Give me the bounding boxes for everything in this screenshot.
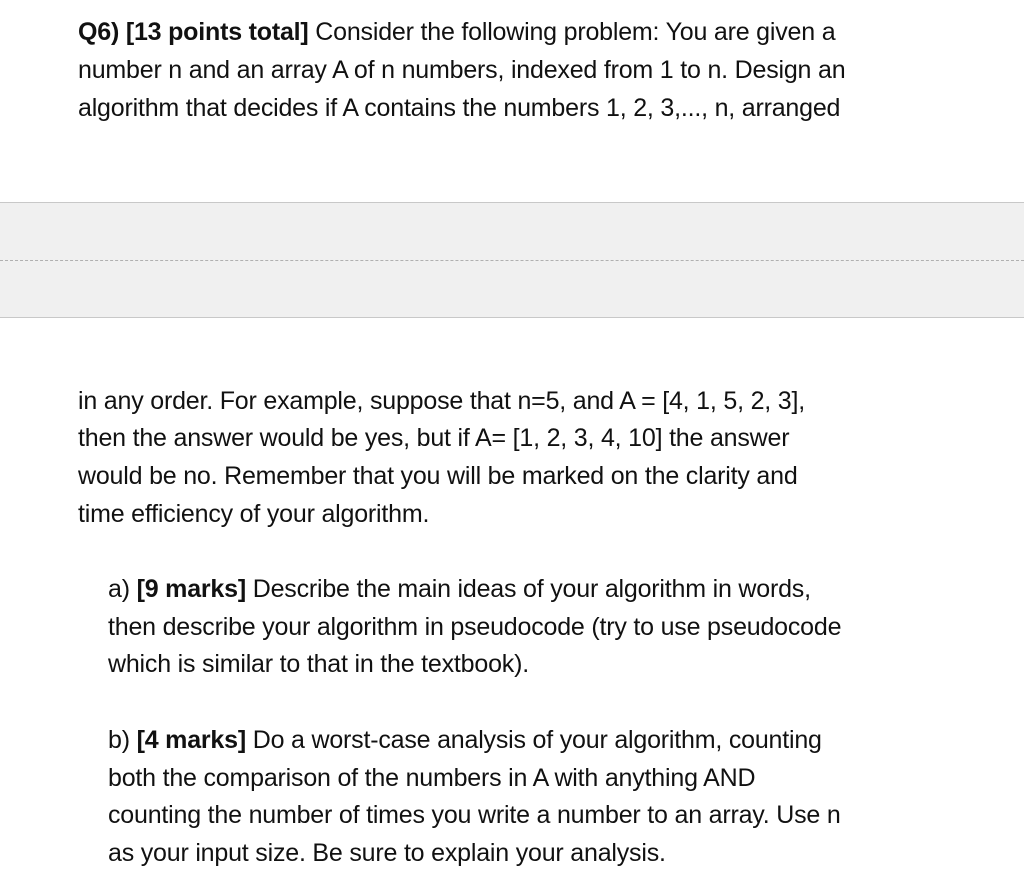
part-a-line-1: [108, 570, 811, 608]
question-intro-text: Consider the following problem: You are given a: [315, 18, 836, 46]
part-b-prefix: b): [108, 726, 130, 754]
page-break: [0, 202, 1024, 318]
part-a-text: Describe the main ideas of your algorithm in words,: [252, 575, 811, 603]
part-a-marks: [9 marks]: [136, 575, 246, 603]
part-b-line-2: both the comparison of the numbers in A with anything AND: [108, 764, 756, 792]
question-line-4: in any order. For example, suppose that n=5, and A = [4, 1, 5, 2, 3],: [78, 387, 805, 415]
part-b-line-3: counting the number of times you write a number to an array. Use n: [108, 801, 841, 829]
part-a-line-2: then describe your algorithm in pseudocode (try to use pseudocode: [108, 613, 842, 641]
question-line-2: number n and an array A of n numbers, indexed from 1 to n. Design an: [78, 56, 846, 84]
page-bottom: [0, 318, 1024, 883]
page-top: [0, 0, 1024, 202]
part-a-prefix: a): [108, 575, 130, 603]
part-b-line-1: [108, 721, 822, 759]
part-b-text: Do a worst-case analysis of your algorithm, counting: [252, 726, 822, 754]
part-b-line-4: as your input size. Be sure to explain your analysis.: [108, 839, 666, 867]
question-line-7: time efficiency of your algorithm.: [78, 500, 430, 528]
question-line-1: [78, 13, 835, 51]
question-line-5: then the answer would be yes, but if A= [1, 2, 3, 4, 10] the answer: [78, 424, 790, 452]
question-line-6: would be no. Remember that you will be marked on the clarity and: [78, 462, 798, 490]
question-label: Q6): [78, 18, 120, 46]
part-a-line-3: which is similar to that in the textbook).: [108, 650, 529, 678]
part-b-marks: [4 marks]: [136, 726, 246, 754]
question-points: [13 points total]: [125, 18, 309, 46]
page-break-dashed-line: [0, 260, 1024, 261]
question-line-3: algorithm that decides if A contains the numbers 1, 2, 3,..., n, arranged: [78, 94, 841, 122]
